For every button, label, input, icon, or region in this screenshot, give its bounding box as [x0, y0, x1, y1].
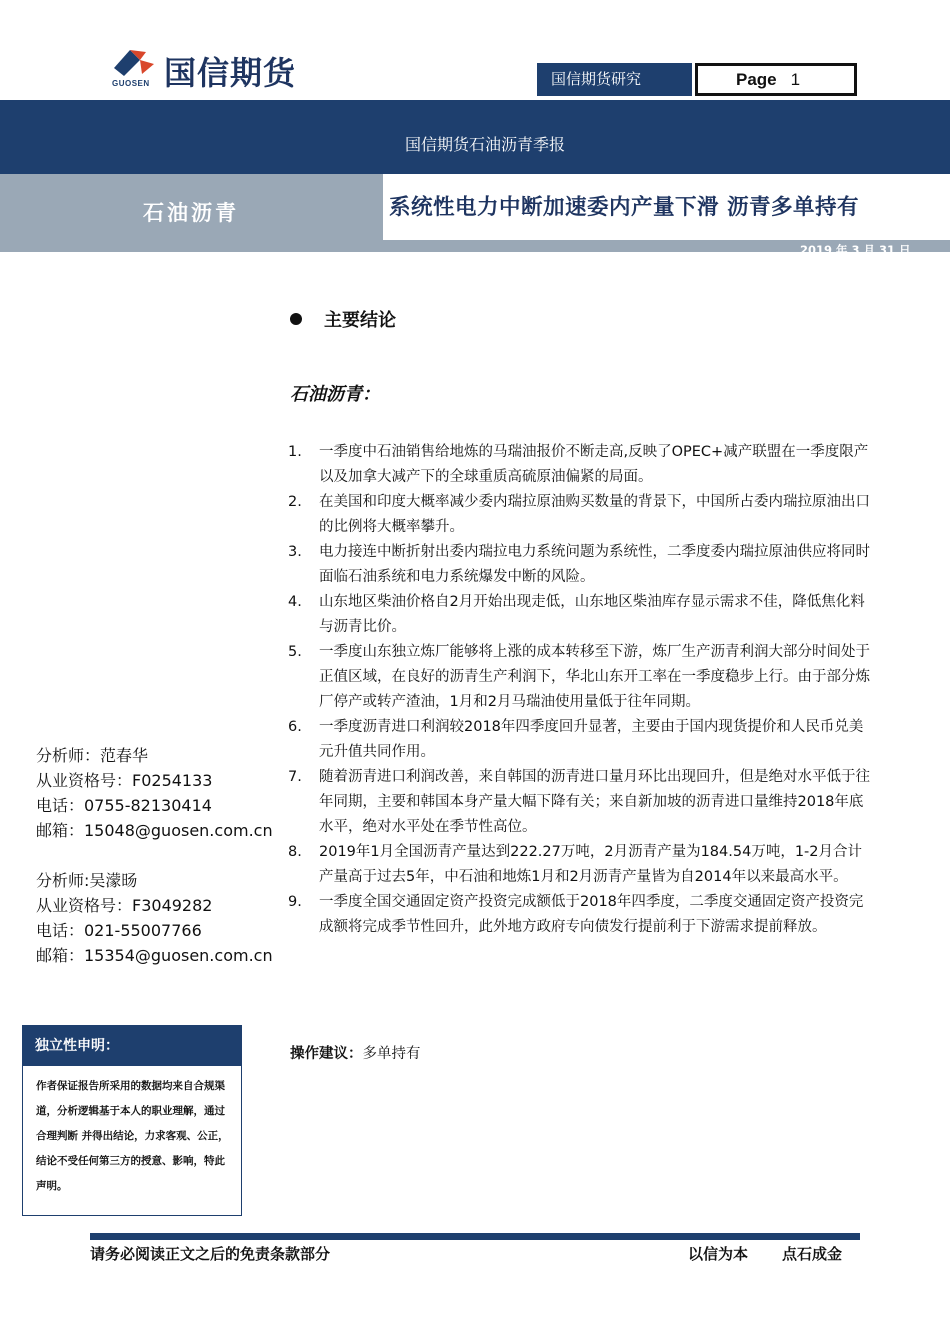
category-label: 石油沥青	[143, 201, 239, 225]
analyst-license: 从业资格号：F3049282	[36, 896, 213, 915]
item-number: 3.	[288, 544, 302, 560]
advice-value: 多单持有	[362, 1046, 421, 1062]
item-text: 一季度沥青进口利润较2018年四季度回升显著，主要由于国内现货提价和人民币兑美元升值共同作用。	[319, 719, 864, 760]
list-item	[288, 490, 873, 540]
logo-subtext: GUOSEN	[112, 79, 150, 88]
item-text: 电力接连中断折射出委内瑞拉电力系统问题为系统性，二季度委内瑞拉原油供应将同时面临石油系统和电力系统爆发中断的风险。	[319, 544, 870, 585]
analyst-email: 邮箱：15354@guosen.com.cn	[36, 946, 273, 965]
list-item	[288, 640, 873, 715]
report-date: 2019 年 3 月 31 日	[800, 243, 911, 257]
item-number: 6.	[288, 719, 302, 735]
list-item	[288, 840, 873, 890]
motto-2: 点石成金	[782, 1245, 843, 1263]
item-number: 2.	[288, 494, 302, 510]
item-text: 一季度全国交通固定资产投资完成额低于2018年四季度，二季度交通固定资产投资完成额将完成季节性回升，此外地方政府专向债发行提前利于下游需求提前释放。	[319, 894, 864, 935]
analyst-card	[36, 743, 273, 843]
analyst-license: 从业资格号：F0254133	[36, 771, 213, 790]
item-number: 5.	[288, 644, 302, 660]
item-text: 在美国和印度大概率减少委内瑞拉原油购买数量的背景下，中国所占委内瑞拉原油出口的比例将大概率攀升。	[319, 494, 870, 535]
research-label: 国信期货研究	[537, 63, 692, 96]
declaration-title: 独立性申明：	[23, 1026, 241, 1066]
report-headline: 系统性电力中断加速委内产量下滑 沥青多单持有	[389, 195, 859, 220]
list-item	[288, 715, 873, 765]
analyst-name: 分析师：范春华	[36, 746, 149, 765]
logo-text: 国信期货	[164, 54, 297, 92]
section-title: 主要结论	[324, 310, 396, 331]
page-indicator	[695, 63, 857, 96]
list-item	[288, 540, 873, 590]
footer-divider	[90, 1233, 860, 1240]
analyst-phone: 电话：021-55007766	[36, 921, 202, 940]
item-text: 一季度中石油销售给地炼的马瑞油报价不断走高,反映了OPEC+减产联盟在一季度限产以及加拿大减产下的全球重质高硫原油偏紧的局面。	[319, 444, 869, 485]
item-text: 一季度山东独立炼厂能够将上涨的成本转移至下游，炼厂生产沥青利润大部分时间处于正值区域，在良好的沥青生产利润下，华北山东开工率在一季度稳步上行。由于部分炼厂停产或转产渣油，1月和2月马瑞油使用量低于往年同期。	[319, 644, 870, 710]
report-series: 国信期货石油沥青季报	[404, 135, 565, 154]
analyst-card	[36, 868, 273, 968]
bullet-icon	[290, 313, 302, 325]
list-item	[288, 440, 873, 490]
analyst-name: 分析师:吴濛旸	[36, 871, 138, 890]
item-text: 2019年1月全国沥青产量达到222.27万吨，2月沥青产量为184.54万吨，1-2月合计产量高于过去5年，中石油和地炼1月和2月沥青产量皆为自2014年以来最高水平。	[319, 844, 863, 885]
declaration-body: 作者保证报告所采用的数据均来自合规渠道，分析逻辑基于本人的职业理解，通过合理判断 并得出结论，力求客观、公正，结论不受任何第三方的授意、影响，特此声明。	[36, 1080, 229, 1192]
item-number: 9.	[288, 894, 302, 910]
list-item	[288, 590, 873, 640]
disclaimer-notice: 请务必阅读正文之后的免责条款部分	[90, 1245, 331, 1263]
item-text: 随着沥青进口利润改善，来自韩国的沥青进口量月环比出现回升，但是绝对水平低于往年同期，主要和韩国本身产量大幅下降有关；来自新加坡的沥青进口量维持2018年底水平，绝对水平处在季节性高位。	[319, 769, 870, 835]
analyst-phone: 电话：0755-82130414	[36, 796, 212, 815]
item-number: 8.	[288, 844, 302, 860]
motto-1: 以信为本	[688, 1245, 749, 1263]
advice-label: 操作建议：	[290, 1046, 363, 1062]
page-number: 1	[790, 70, 801, 89]
page-label: Page	[736, 70, 777, 89]
item-number: 1.	[288, 444, 302, 460]
operation-advice	[290, 1042, 421, 1063]
list-item	[288, 890, 873, 940]
subsection-title: 石油沥青：	[290, 384, 380, 405]
item-text: 山东地区柴油价格自2月开始出现走低，山东地区柴油库存显示需求不佳，降低焦化料与沥青比价。	[319, 594, 865, 635]
item-number: 7.	[288, 769, 302, 785]
analyst-email: 邮箱：15048@guosen.com.cn	[36, 821, 273, 840]
conclusion-list	[288, 440, 873, 940]
footer-motto	[688, 1243, 842, 1264]
list-item	[288, 765, 873, 840]
item-number: 4.	[288, 594, 302, 610]
